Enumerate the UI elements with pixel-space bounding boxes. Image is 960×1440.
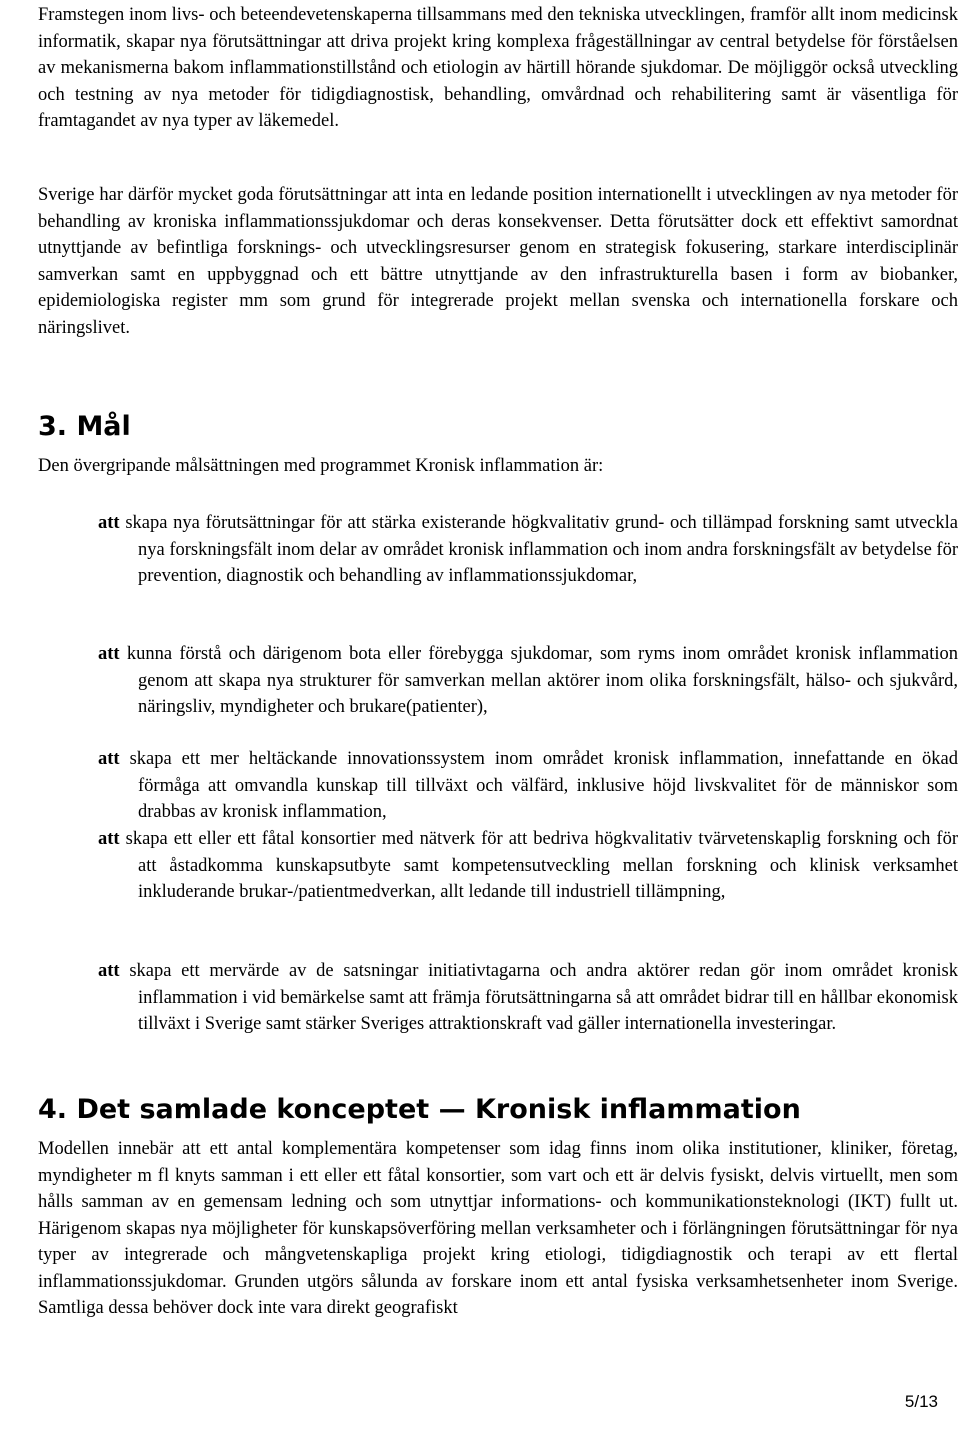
goals-intro: Den övergripande målsättningen med programmet Kronisk inflammation är:	[38, 456, 604, 476]
goal-keyword: att	[98, 644, 120, 664]
goal-text: skapa ett eller ett fåtal konsortier med nätverk för att bedriva högkvalitativ tvärvetenskaplig forskning och för att åstadkomma kunskapsutbyte samt kompetensutveckling mellan forskning och klinisk verksamhet inkluderande brukar-/patientmedverkan, allt ledande till industriell tillämpning,	[125, 829, 959, 902]
goal-keyword: att	[98, 513, 120, 533]
goal-text: skapa ett mervärde av de satsningar initiativtagarna och andra aktörer redan gör inom området kronisk inflammation i vid bemärkelse samt att främja förutsättningarna så att området bidrar till en hållbar ekonomisk tillväxt i Sverige samt stärker Sveriges attraktionskraft vad gäller internationella investeringar.	[129, 961, 958, 1034]
goal-item	[98, 958, 958, 1038]
paragraph-sweden-conditions: Sverige har därför mycket goda förutsättningar att inta en ledande position internationellt i utvecklingen av nya metoder för behandling av kroniska inflammationssjukdomar och deras konsekvenser. Detta förutsätter dock ett effektivt samordnat utnyttjande av befintliga forsknings- och utvecklingsresurser genom en strategisk fokusering, starkare interdisciplinär samverkan samt en uppbyggnad och ett bättre utnyttjande av den infrastrukturella basen i form av biobanker, epidemiologiska register mm som grund för integrerade projekt mellan svenska och internationella forskare och näringslivet.	[38, 185, 958, 338]
goal-item	[98, 746, 958, 826]
goal-item	[98, 510, 958, 590]
goal-text: skapa ett mer heltäckande innovationssystem inom området kronisk inflammation, innefattande en ökad förmåga att omvandla kunskap till tillväxt och välfärd, inklusive höjd livskvalitet för de människor som drabbas av kronisk inflammation,	[129, 749, 959, 822]
paragraph-research-progress: Framstegen inom livs- och beteendevetenskaperna tillsammans med den tekniska utvecklingen, framför allt inom medicinsk informatik, skapar nya förutsättningar att driva projekt kring komplexa frågeställningar av central betydelse för förståelsen av mekanismerna bakom inflammationstillstånd och etiologin av härtill hörande sjukdomar. De möjliggör också utveckling och testning av nya metoder för tidigdiagnostisk, behandling, omvårdnad och rehabilitering samt är väsentliga för framtagandet av nya typer av läkemedel.	[38, 5, 958, 131]
paragraph-model: Modellen innebär att ett antal komplementära kompetenser som idag finns inom olika institutioner, kliniker, företag, myndigheter m fl knyts samman i ett eller ett fåtal konsortier, som vart och ett är delvis fysiskt, delvis virtuellt, men som hålls samman av en gemensam ledning och som utnyttjar informations- och kommunikationsteknologi (IKT) fullt ut. Härigenom skapas nya möjligheter för kunskapsöverföring mellan verksamheter och i förlängningen förutsättningar för nya typer av integrerade och mångvetenskapliga projekt kring etiologi, tidigdiagnostik och terapi av ett flertal inflammationssjukdomar. Grunden utgörs sålunda av forskare inom ett antal fysiska verksamhetsenheter inom Sverige. Samtliga dessa behöver dock inte vara direkt geografiskt	[38, 1139, 958, 1318]
page-number: 5/13	[904, 1392, 938, 1411]
goal-keyword: att	[98, 829, 120, 849]
section-heading-goals: 3. Mål	[38, 411, 131, 442]
goal-item	[98, 826, 958, 906]
section-heading-concept: 4. Det samlade konceptet — Kronisk inflammation	[38, 1094, 801, 1125]
goal-keyword: att	[98, 749, 120, 769]
goal-item	[98, 641, 958, 721]
goal-text: skapa nya förutsättningar för att stärka existerande högkvalitativ grund- och tillämpad forskning samt utveckla nya forskningsfält inom delar av området kronisk inflammation och inom andra forskningsfält av betydelse för prevention, diagnostik och behandling av inflammationssjukdomar,	[125, 513, 958, 586]
goal-keyword: att	[98, 961, 120, 981]
goal-text: kunna förstå och därigenom bota eller förebygga sjukdomar, som ryms inom området kronisk inflammation genom att skapa nya strukturer för samverkan mellan aktörer inom olika forskningsfält, hälso- och sjukvård, näringsliv, myndigheter och brukare(patienter),	[126, 644, 958, 717]
